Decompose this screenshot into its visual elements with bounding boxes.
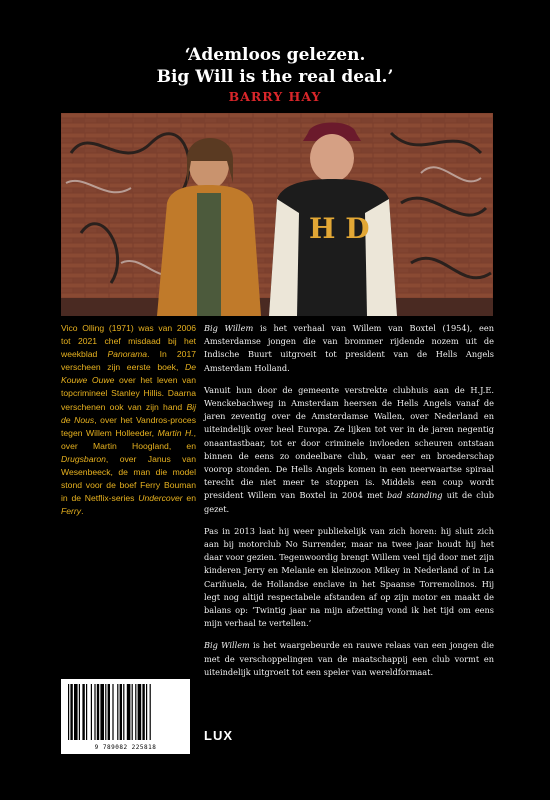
barcode-bar	[127, 684, 131, 740]
isbn-barcode	[61, 679, 190, 754]
barcode-bar	[117, 684, 118, 740]
barcode-bar	[138, 684, 142, 740]
barcode-bar	[100, 684, 104, 740]
barcode-bar	[112, 684, 113, 740]
barcode-bar	[79, 684, 80, 740]
barcode-bar	[74, 684, 78, 740]
cover-photo-illustration	[61, 113, 493, 316]
author-bio: Vico Olling (1971) was van 2006 tot 2021 chef misdaad bij het weekblad Panorama. In 2017 verscheen zijn eerste boek, De Kouwe Ouwe over het leven van topcrimineel Stanley Hillis. Daarna verschenen ook van zijn hand Bij de Nous, over het Vandros-proces tegen Willem Holleeder, Martin H., over Martin Hoogland, en Drugsbaron, over Janus van Wesenbeeck, de man die model stond voor de boef Ferry Bouman in de Netflix-series Undercover en Ferry.	[61, 323, 196, 517]
blurb-paragraph-1: Big Willem is het verhaal van Willem van Boxtel (1954), een Amsterdamse jongen die van brommer rijdende nozem uit de Indische Buurt uitgroeit tot president van de Hells Angels Amsterdam Holland.	[204, 323, 494, 373]
barcode-bar	[108, 684, 110, 740]
blurb-paragraph-2: Vanuit hun door de gemeente verstrekte clubhuis aan de H.J.E. Wenckebachweg in Amsterdam heersen de Hells Angels vanaf de jaren zeventig over de Amsterdamse Wallen, over Nederland en uiteindelijk over heel Europa. Ze lijken tot ver in de jaren negentig onaantastbaar, tot er door criminele invloeden scheuren ontstaan binnen de eens zo ondeelbare club, waar eer en broederschap voorop stonden. De Hells Angels komen in een neerwaartse spiraal terecht die niet meer te stoppen is. Middels een coup wordt president Willem van Boxtel in 2004 met bad standing uit de club gezet.	[204, 384, 494, 514]
barcode-bar	[91, 684, 92, 740]
barcode-bar	[142, 684, 144, 740]
barcode-bars	[66, 684, 185, 740]
jacket-letters: H D	[309, 212, 370, 245]
cover-quote	[0, 44, 550, 88]
barcode-bar	[123, 684, 124, 740]
barcode-bar	[82, 684, 84, 740]
blurb-paragraph-3: Pas in 2013 laat hij weer publiekelijk van zich horen: hij sluit zich aan bij motorclub No Surrender, maar na twee jaar houdt hij het daar voor gezien. Tegenwoordig brengt Willem veel tijd door met zijn kinderen Jerry en Melanie en kleinzoon Mikey in Nederland of in La Cariñuela, de Hollandse enclave in het Spaanse Torremolinos. Hij legt nog altijd respectabele afstanden af op zijn motor en maakt de balans op: ‘Twintig jaar na mijn afzetting vond ik het tijd om eens mijn verhaal te vertellen.’	[204, 525, 494, 629]
barcode-bar	[135, 684, 136, 740]
barcode-bar	[97, 684, 99, 740]
barcode-bar	[94, 684, 95, 740]
barcode-bar	[146, 684, 147, 740]
barcode-bar	[150, 684, 151, 740]
barcode-bar	[70, 684, 72, 740]
blurb-text	[204, 322, 494, 688]
quote-line-1: ‘Ademloos gelezen.	[184, 45, 366, 65]
barcode-bar	[68, 684, 69, 740]
barcode-number: 9 789082 225818	[94, 744, 157, 751]
cover-photo	[61, 113, 493, 316]
barcode-bar	[132, 684, 133, 740]
publisher-logo: LUX	[204, 728, 233, 743]
quote-author: BARRY HAY	[228, 89, 322, 104]
blurb-paragraph-4: Big Willem is het waargebeurde en rauwe relaas van een jongen die met de verschoppelingen van de maatschappij een club vormt en uiteindelijk uitgroeit tot een speler van wereldformaat.	[204, 640, 494, 677]
barcode-bar	[86, 684, 87, 740]
barcode-bar	[120, 684, 122, 740]
barcode-bar	[105, 684, 106, 740]
quote-line-2: Big Will is the real deal.’	[156, 67, 394, 87]
